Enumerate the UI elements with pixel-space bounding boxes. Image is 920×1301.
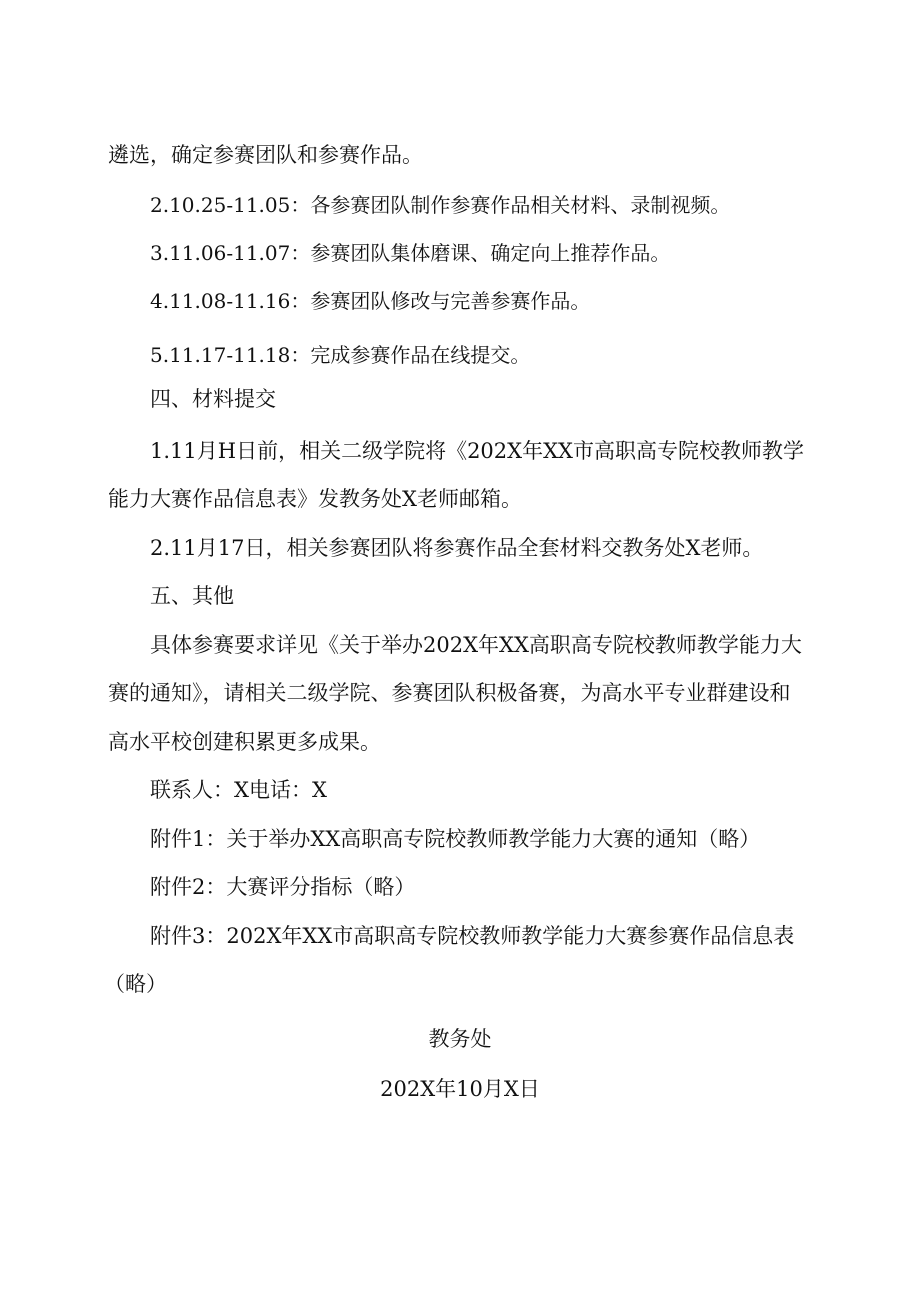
paragraph-line: 遴选，确定参赛团队和参赛作品。 [108,143,423,167]
paragraph-line: 能力大赛作品信息表》发教务处X老师邮箱。 [108,487,522,511]
schedule-item-4: 4.11.08-11.16：参赛团队修改与完善参赛作品。 [150,289,591,313]
schedule-item-3: 3.11.06-11.07：参赛团队集体磨课、确定向上推荐作品。 [150,241,671,265]
attachment-1: 附件1：关于举办XX高职高专院校教师教学能力大赛的通知（略） [150,827,761,851]
paragraph-line: 1.11月H日前，相关二级学院将《202X年XX市高职高专院校教师教学 [150,439,805,463]
schedule-item-5: 5.11.17-11.18：完成参赛作品在线提交。 [150,343,531,367]
paragraph-line: 2.11月17日，相关参赛团队将参赛作品全套材料交教务处X老师。 [150,536,764,560]
signature-department: 教务处 [428,1027,492,1051]
paragraph-line: 具体参赛要求详见《关于举办202X年XX高职高专院校教师教学能力大 [150,633,802,657]
paragraph-line: 赛的通知》，请相关二级学院、参赛团队积极备赛，为高水平专业群建设和 [108,681,791,705]
attachment-3-continued: （略） [104,972,167,996]
schedule-item-2: 2.10.25-11.05：各参赛团队制作参赛作品相关材料、录制视频。 [150,193,731,217]
paragraph-line: 高水平校创建积累更多成果。 [108,730,381,754]
section-heading-materials: 四、材料提交 [150,387,276,411]
attachment-2: 附件2：大赛评分指标（略） [150,875,416,899]
contact-line: 联系人：X电话：X [150,778,327,802]
section-heading-other: 五、其他 [150,584,234,608]
attachment-3: 附件3：202X年XX市高职高专院校教师教学能力大赛参赛作品信息表 [150,924,795,948]
signature-date: 202X年10月X日 [380,1077,540,1101]
